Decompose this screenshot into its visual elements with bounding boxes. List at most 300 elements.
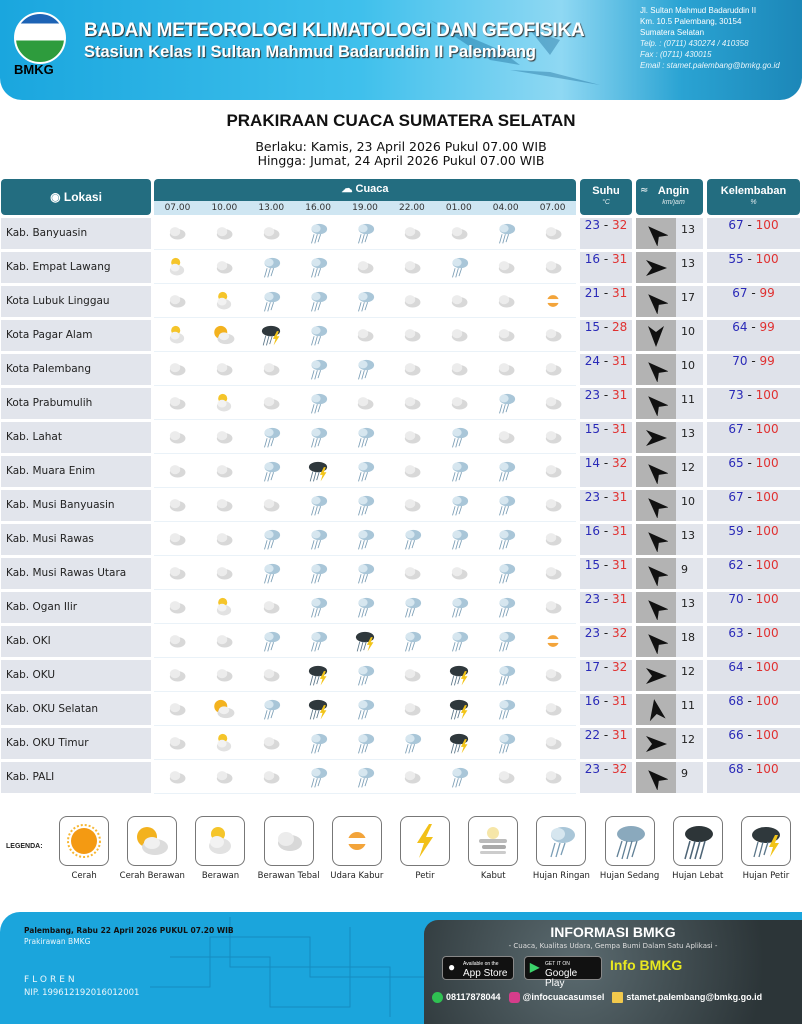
hujan-ringan-icon (399, 594, 425, 620)
berawan-tebal-icon (493, 254, 519, 280)
weather-cell (482, 285, 529, 317)
temp-min: 23 (584, 218, 601, 232)
weather-cell (342, 421, 389, 453)
weather-cell (154, 659, 201, 691)
weather-cell (529, 387, 576, 419)
legend-item (118, 816, 186, 881)
wind-direction (636, 694, 676, 725)
weather-cell (248, 319, 295, 351)
temp-min: 23 (584, 490, 601, 504)
valid-from: Berlaku: Kamis, 23 April 2026 Pukul 07.00 WIB (255, 139, 547, 154)
temp-max: 31 (611, 422, 628, 436)
humidity: 64 - 100 (707, 660, 800, 691)
location-pin-icon: ◉ (50, 190, 64, 204)
weather-cell (201, 455, 248, 487)
weather-cell (201, 251, 248, 283)
header-lokasi: ◉ Lokasi (1, 179, 151, 215)
table-row (0, 285, 802, 319)
weather-cells (154, 591, 576, 624)
legend-item-label: Cerah Berawan (119, 871, 185, 881)
berawan-icon (211, 390, 237, 416)
weather-cell (482, 387, 529, 419)
hujan-petir-icon (305, 662, 331, 688)
apple-icon: ● (448, 960, 456, 974)
berawan-tebal-icon (399, 220, 425, 246)
wind-direction (636, 456, 676, 487)
info-title: INFORMASI BMKG (550, 924, 676, 940)
wind-arrow-icon (644, 698, 668, 722)
berawan-tebal-icon (399, 322, 425, 348)
table-row (0, 557, 802, 591)
time-label: 04.00 (492, 203, 519, 213)
weather-cells (154, 217, 576, 250)
weather-cell (435, 285, 482, 317)
legend-icon-box (264, 816, 314, 866)
temp-max: 32 (611, 456, 628, 470)
hujan-ringan-icon (352, 730, 378, 756)
berawan-tebal-icon (164, 458, 190, 484)
weather-cell (154, 285, 201, 317)
weather-cell (388, 727, 435, 759)
wind-speed: 13 (676, 422, 703, 453)
berawan-tebal-icon (446, 390, 472, 416)
wind-direction (636, 354, 676, 385)
wind-direction (636, 626, 676, 657)
weather-cell (342, 285, 389, 317)
temp-min: 16 (584, 524, 601, 538)
temperature: 23 - 31 (580, 490, 632, 521)
berawan-tebal-icon (446, 288, 472, 314)
temp-max: 31 (611, 286, 628, 300)
hujan-ringan-icon (352, 424, 378, 450)
weather-cells (154, 625, 576, 658)
hujan-ringan-icon (493, 492, 519, 518)
weather-cell (529, 625, 576, 657)
legend-icon-box (468, 816, 518, 866)
location-name: Kab. Ogan Ilir (1, 592, 151, 623)
weather-cell (342, 455, 389, 487)
app-store-button[interactable]: ● Available on the App Store (442, 956, 514, 980)
weather-cell (388, 659, 435, 691)
temp-min: 16 (584, 694, 601, 708)
legend (50, 816, 800, 881)
weather-cell (342, 319, 389, 351)
table-row (0, 353, 802, 387)
weather-cell (201, 353, 248, 385)
location-name: Kab. OKU Selatan (1, 694, 151, 725)
table-row (0, 387, 802, 421)
humidity-min: 59 (728, 524, 744, 538)
weather-cell (388, 455, 435, 487)
berawan-tebal-icon (446, 356, 472, 382)
legend-item-label: Cerah (71, 871, 97, 881)
wind-direction (636, 252, 676, 283)
berawan-tebal-icon (164, 424, 190, 450)
address-block (640, 5, 800, 71)
weather-cell (482, 251, 529, 283)
weather-cell (342, 251, 389, 283)
weather-cell (154, 489, 201, 521)
humidity-min: 55 (728, 252, 744, 266)
weather-cell (248, 387, 295, 419)
berawan-tebal-icon (211, 254, 237, 280)
berawan-tebal-icon (540, 526, 566, 552)
berawan-tebal-icon (540, 220, 566, 246)
humidity-min: 64 (728, 660, 744, 674)
berawan-tebal-icon (399, 390, 425, 416)
humidity: 64 - 99 (707, 320, 800, 351)
udara-kabur-icon (337, 821, 377, 861)
table-row (0, 421, 802, 455)
weather-cell (248, 727, 295, 759)
humidity-min: 70 (732, 354, 748, 368)
cerah-berawan-icon (211, 322, 237, 348)
berawan-icon (200, 821, 240, 861)
weather-cell (201, 489, 248, 521)
hujan-ringan-icon (305, 288, 331, 314)
humidity-max: 100 (755, 490, 779, 504)
weather-cell (295, 387, 342, 419)
temp-max: 31 (611, 558, 628, 572)
humidity: 65 - 100 (707, 456, 800, 487)
weather-cell (295, 557, 342, 589)
berawan-tebal-icon (164, 288, 190, 314)
hujan-ringan-icon (541, 821, 581, 861)
fax: Fax : (0711) 430015 (640, 50, 712, 59)
weather-cell (248, 761, 295, 793)
weather-cell (295, 591, 342, 623)
hujan-ringan-icon (493, 560, 519, 586)
location-name: Kota Prabumulih (1, 388, 151, 419)
wind-arrow-icon (644, 392, 668, 416)
weather-cell (201, 557, 248, 589)
weather-cell (154, 727, 201, 759)
temperature: 23 - 31 (580, 592, 632, 623)
weather-cell (435, 319, 482, 351)
humidity-max: 99 (759, 320, 775, 334)
humidity: 62 - 100 (707, 558, 800, 589)
table-row (0, 251, 802, 285)
legend-item-label: Hujan Ringan (532, 871, 590, 881)
email: Email : stamet.palembang@bmkg.go.id (640, 61, 780, 70)
legend-item-label: Udara Kabur (330, 871, 384, 881)
hujan-ringan-icon (305, 492, 331, 518)
wind-direction (636, 422, 676, 453)
weather-cell (154, 387, 201, 419)
berawan-tebal-icon (164, 628, 190, 654)
hujan-ringan-icon (352, 764, 378, 790)
weather-cell (435, 591, 482, 623)
legend-item-label: Hujan Sedang (599, 871, 660, 881)
contact-email: stamet.palembang@bmkg.go.id (626, 992, 763, 1002)
address-line: Jl. Sultan Mahmud Badaruddin II (640, 6, 757, 15)
weather-cell (388, 625, 435, 657)
hujan-ringan-icon (446, 254, 472, 280)
wind-speed: 11 (676, 694, 703, 725)
wind-arrow-icon (644, 324, 668, 348)
weather-cell (388, 421, 435, 453)
temp-max: 31 (611, 592, 628, 606)
weather-cell (248, 523, 295, 555)
legend-item (255, 816, 323, 881)
weather-cell (295, 319, 342, 351)
weather-cell (154, 217, 201, 249)
hujan-petir-icon (746, 821, 786, 861)
weather-cell (342, 693, 389, 725)
berawan-tebal-icon (211, 764, 237, 790)
humidity-max: 100 (755, 456, 779, 470)
google-play-button[interactable]: ▶ GET IT ON Google Play (524, 956, 602, 980)
berawan-tebal-icon (446, 560, 472, 586)
weather-cell (529, 557, 576, 589)
berawan-tebal-icon (258, 220, 284, 246)
berawan-tebal-icon (352, 390, 378, 416)
location-name: Kab. Musi Banyuasin (1, 490, 151, 521)
wind-direction (636, 592, 676, 623)
hujan-ringan-icon (258, 526, 284, 552)
table-row (0, 523, 802, 557)
hujan-ringan-icon (493, 390, 519, 416)
weather-cell (482, 319, 529, 351)
temperature: 23 - 32 (580, 626, 632, 657)
time-label: 10.00 (211, 203, 238, 213)
temp-max: 31 (611, 490, 628, 504)
header-banner (0, 0, 802, 100)
berawan-tebal-icon (446, 322, 472, 348)
forecaster-nip: NIP. 199612192016012001 (24, 988, 140, 998)
hujan-petir-icon (305, 696, 331, 722)
weather-cell (435, 421, 482, 453)
berawan-tebal-icon (258, 594, 284, 620)
temperature: 15 - 31 (580, 422, 632, 453)
berawan-tebal-icon (493, 764, 519, 790)
weather-cells (154, 421, 576, 454)
weather-cell (295, 455, 342, 487)
location-name: Kota Lubuk Linggau (1, 286, 151, 317)
berawan-tebal-icon (258, 662, 284, 688)
berawan-tebal-icon (540, 356, 566, 382)
wind-arrow-icon (644, 528, 668, 552)
hujan-ringan-icon (258, 628, 284, 654)
wind-speed: 10 (676, 354, 703, 385)
cerah-berawan-icon (132, 821, 172, 861)
hujan-ringan-icon (305, 730, 331, 756)
humidity: 59 - 100 (707, 524, 800, 555)
weather-cell (529, 319, 576, 351)
weather-cell (154, 591, 201, 623)
berawan-tebal-icon (164, 526, 190, 552)
wind-speed: 12 (676, 456, 703, 487)
wind-arrow-icon (644, 766, 668, 790)
berawan-icon (164, 322, 190, 348)
weather-cell (248, 251, 295, 283)
temp-max: 31 (611, 524, 628, 538)
wind-speed: 10 (676, 320, 703, 351)
udara-kabur-icon (540, 628, 566, 654)
berawan-tebal-icon (164, 220, 190, 246)
wind-arrow-icon (644, 494, 668, 518)
address-line: Km. 10.5 Palembang, 30154 (640, 17, 742, 26)
berawan-tebal-icon (211, 662, 237, 688)
weather-cell (295, 285, 342, 317)
hujan-ringan-icon (493, 730, 519, 756)
hujan-ringan-icon (305, 594, 331, 620)
location-name: Kota Pagar Alam (1, 320, 151, 351)
berawan-tebal-icon (211, 424, 237, 450)
hujan-ringan-icon (258, 696, 284, 722)
wind-direction (636, 286, 676, 317)
weather-cell (295, 761, 342, 793)
weather-cell (482, 523, 529, 555)
temp-min: 23 (584, 592, 601, 606)
hujan-ringan-icon (493, 220, 519, 246)
weather-cell (529, 523, 576, 555)
humidity-max: 99 (759, 286, 775, 300)
hujan-ringan-icon (305, 322, 331, 348)
hujan-petir-icon (305, 458, 331, 484)
wind-speed: 9 (676, 558, 703, 589)
hujan-ringan-icon (258, 560, 284, 586)
weather-cell (342, 523, 389, 555)
weather-cell (154, 693, 201, 725)
info-bmkg-panel (424, 920, 802, 1024)
hujan-ringan-icon (446, 492, 472, 518)
location-name: Kab. Banyuasin (1, 218, 151, 249)
temperature: 16 - 31 (580, 694, 632, 725)
weather-cell (435, 625, 482, 657)
legend-item-label: Berawan (201, 871, 240, 881)
weather-cell (248, 591, 295, 623)
hujan-ringan-icon (493, 662, 519, 688)
weather-cell (388, 693, 435, 725)
legend-icon-box (605, 816, 655, 866)
temp-max: 32 (611, 626, 628, 640)
location-name: Kab. Empat Lawang (1, 252, 151, 283)
humidity: 73 - 100 (707, 388, 800, 419)
humidity: 63 - 100 (707, 626, 800, 657)
wind-arrow-icon (644, 460, 668, 484)
wind-speed: 13 (676, 218, 703, 249)
humidity: 67 - 100 (707, 218, 800, 249)
wind-speed: 12 (676, 660, 703, 691)
weather-cell (295, 659, 342, 691)
temperature: 14 - 32 (580, 456, 632, 487)
time-label: 07.00 (164, 203, 191, 213)
berawan-icon (211, 730, 237, 756)
berawan-tebal-icon (540, 560, 566, 586)
humidity: 67 - 100 (707, 422, 800, 453)
hujan-sedang-icon (610, 821, 650, 861)
hujan-petir-icon (446, 730, 472, 756)
table-row (0, 455, 802, 489)
temp-min: 23 (584, 388, 601, 402)
berawan-tebal-icon (493, 322, 519, 348)
weather-cell (201, 523, 248, 555)
instagram-handle: @infocuacasumsel (522, 992, 605, 1002)
udara-kabur-icon (540, 288, 566, 314)
weather-cell (201, 727, 248, 759)
weather-cell (482, 217, 529, 249)
temp-min: 15 (584, 422, 601, 436)
weather-cell (201, 387, 248, 419)
wind-arrow-icon (644, 562, 668, 586)
berawan-tebal-icon (540, 458, 566, 484)
address-line: Sumatera Selatan (640, 28, 705, 37)
berawan-icon (211, 594, 237, 620)
weather-cell (154, 455, 201, 487)
weather-cell (154, 761, 201, 793)
berawan-tebal-icon (540, 390, 566, 416)
legend-icon-box (741, 816, 791, 866)
petir-icon (405, 821, 445, 861)
berawan-tebal-icon (399, 424, 425, 450)
berawan-tebal-icon (399, 696, 425, 722)
location-name: Kab. Musi Rawas (1, 524, 151, 555)
weather-cell (201, 693, 248, 725)
berawan-tebal-icon (258, 730, 284, 756)
time-label: 01.00 (445, 203, 472, 213)
humidity-min: 68 (728, 762, 744, 776)
weather-cell (201, 421, 248, 453)
weather-cells (154, 693, 576, 726)
table-row (0, 489, 802, 523)
humidity-min: 68 (728, 694, 744, 708)
hujan-petir-icon (446, 696, 472, 722)
hujan-ringan-icon (493, 458, 519, 484)
hujan-ringan-icon (446, 594, 472, 620)
berawan-tebal-icon (540, 696, 566, 722)
instagram-icon (509, 992, 520, 1003)
temperature: 16 - 31 (580, 252, 632, 283)
weather-cell (295, 625, 342, 657)
weather-cell (388, 523, 435, 555)
berawan-tebal-icon (493, 424, 519, 450)
berawan-tebal-icon (258, 390, 284, 416)
humidity-max: 100 (755, 762, 779, 776)
wind-speed: 17 (676, 286, 703, 317)
weather-cell (295, 523, 342, 555)
wind-direction (636, 660, 676, 691)
berawan-tebal-icon (211, 220, 237, 246)
weather-cell (342, 591, 389, 623)
weather-cells (154, 557, 576, 590)
humidity-max: 100 (755, 626, 779, 640)
contacts (432, 992, 762, 1003)
berawan-tebal-icon (164, 764, 190, 790)
humidity-max: 100 (755, 524, 779, 538)
legend-item (596, 816, 664, 881)
weather-cell (342, 353, 389, 385)
legend-label: LEGENDA: (6, 843, 43, 850)
temperature: 15 - 31 (580, 558, 632, 589)
location-name: Kab. OKU (1, 660, 151, 691)
weather-cell (529, 285, 576, 317)
hujan-ringan-icon (305, 560, 331, 586)
humidity-max: 100 (755, 728, 779, 742)
weather-cell (482, 659, 529, 691)
berawan-tebal-icon (211, 492, 237, 518)
humidity: 67 - 99 (707, 286, 800, 317)
wind-arrow-icon (644, 426, 668, 450)
weather-cell (435, 387, 482, 419)
wind-speed: 13 (676, 592, 703, 623)
berawan-tebal-icon (164, 356, 190, 382)
humidity-min: 63 (728, 626, 744, 640)
hujan-ringan-icon (352, 662, 378, 688)
hujan-ringan-icon (493, 594, 519, 620)
humidity-max: 100 (755, 558, 779, 572)
info-subtitle: - Cuaca, Kualitas Udara, Gempa Bumi Dalam Satu Aplikasi - (508, 942, 718, 950)
